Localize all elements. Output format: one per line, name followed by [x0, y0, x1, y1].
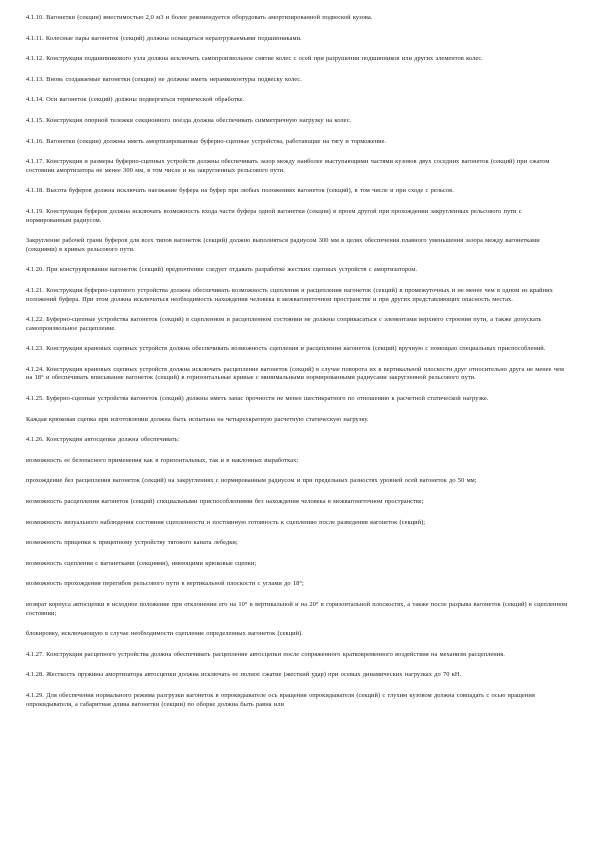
paragraph-4-1-26: 4.1.26. Конструкция автосцепки должна обеспечивать:	[26, 436, 180, 444]
paragraph-4-1-18: 4.1.18. Высота буферов должна исключать наезжание буфера на буфер при любых положениях вагонеток (секций), в том числе и при сходе с рельсов.	[26, 187, 454, 195]
paragraph-4-1-10: 4.1.10. Вагонетки (секции) вместимостью 2,0 м3 и более рекомендуется оборудовать амортизированной подвеской кузова.	[26, 14, 373, 21]
paragraph-4-1-25: 4.1.25. Буферно-сцепные устройства вагонеток (секций) должны иметь запас прочности не менее шестикратного по отношению к расчетной статической нагрузке.	[26, 395, 489, 403]
paragraph-4-1-11: 4.1.11. Колесные пары вагонеток (секций) должны оснащаться неразгружаемыми подшипниками.	[26, 34, 302, 42]
paragraph-4-1-22: 4.1.22. Буферно-сцепные устройства вагонеток (секций) в сцепленном и расцепленном состоянии не должны соприкасаться с элементами верхнего строения пути, а также допускать самопроизвольное расцепление.	[26, 316, 542, 332]
paragraph-buffer-rounding: Закругление рабочей грани буферов для всех типов вагонеток (секций) должно выполняться радиусом 300 мм в целях обеспечения плавного уменьшения зазора между вагонетками (секциями) в кривых рельсового пути.	[26, 237, 540, 253]
list-item-hook-coupling: возможность сцепления с вагонетками (секциями), имеющими крюковые сцепки;	[26, 559, 257, 567]
paragraph-4-1-21: 4.1.21. Конструкция буферно-сцепного устройства должна обеспечивать возможность сцепления и расцепления вагонеток (секций) в промежуточных и не менее чем в одном из крайних положений буфера. При этом должна исключаться необходимость нахождения человека в межвагонеточном пространстве и при других представляющих опасность местах.	[26, 286, 553, 303]
list-item-winch-coupling: возможность прицепки к прицепному устройству тягового каната лебедки;	[26, 539, 238, 547]
list-item-safe-use: возможность ее безопасного применения как в горизонтальных, так и в наклонных выработках;	[26, 456, 299, 464]
paragraph-4-1-16: 4.1.16. Вагонетки (секции) должны иметь амортизированные буферно-сцепные устройства, работающие на тягу и торможение.	[26, 137, 387, 145]
list-item-blocking: блокировку, исключающую в случае необходимости сцепление определенных вагонеток (секций).	[26, 630, 303, 638]
paragraph-4-1-24: 4.1.24. Конструкция крановых сцепных устройств должна исключать расцепление вагонеток (секций) в случае поворота их в вертикальной плоскости друг относительно друга не менее чем на 18° и обеспечивать вписывание вагонеток (секций) в горизонтальные кривые с минимальными нормированными радиусами закругленной рельсового пути.	[26, 365, 564, 382]
paragraph-4-1-28: 4.1.28. Жесткость пружины амортизатора автосцепки должна исключать ее полное сжатие (жесткий удар) при осевых динамических нагрузках до 70 кН.	[26, 671, 462, 679]
paragraph-4-1-23: 4.1.23. Конструкция крановых сцепных устройств должна обеспечивать возможность сцепления и расцепления вагонеток (секций) вручную с помощью специальных приспособлений.	[26, 345, 546, 353]
list-item-body-return: возврат корпуса автосцепки в исходное положение при отклонении его на 10° в вертикальной и на 20° в горизонтальной плоскостях, а также после разрыва вагонеток (секций) в сцепленном состоянии;	[26, 601, 568, 617]
list-item-vertical-bends: возможность прохождения перегибов рельсового пути в вертикальной плоскости с углами до 18°;	[26, 580, 304, 588]
paragraph-4-1-27: 4.1.27. Конструкция расцепного устройства должна обеспечивать расцепление автосцепки после сопряженного кратковременного воздействия на механизм расцепления.	[26, 650, 505, 658]
paragraph-hook-test: Каждая крюковая сцепка при изготовлении должна быть испытана на четырехкратную расчетную статическую нагрузку.	[26, 415, 369, 423]
paragraph-4-1-20: 4.1.20. При конструировании вагонеток (секций) предпочтение следует отдавать разработке жестких сцепных устройств с амортизатором.	[26, 266, 417, 274]
list-item-uncoupling-tools: возможность расцепления вагонеток (секций) специальными приспособлениями без нахождения человека в межвагонеточном пространстве;	[26, 498, 424, 506]
list-item-curve-passage: прохождение без расцепления вагонеток (секций) на закруглениях с нормированным радиусом и при предельных разностях уровней осей вагонеток до 50 мм;	[26, 477, 477, 485]
paragraph-4-1-17: 4.1.17. Конструкция и размеры буферно-сцепных устройств должны обеспечивать зазор между наиболее выступающими частями кузовов двух соседних вагонеток (секций) при сжатом состоянии амортизатора не менее 300 мм, в том числе и на закругленных рельсового пути.	[26, 158, 550, 174]
paragraph-4-1-12: 4.1.12. Конструкция подшипникового узла должна исключать самопроизвольное снятие колес с осей при разрушении подшипников или других элементов колес.	[26, 55, 483, 63]
list-item-visual-observation: возможность визуального наблюдения состояния сцепленности и постоянную готовность к сцеплению после разведения вагонеток (секций);	[26, 518, 426, 526]
paragraph-4-1-13: 4.1.13. Вновь создаваемые вагонетки (секции) не должны иметь нерамкоконтуры подвеску колес.	[26, 75, 302, 83]
paragraph-4-1-19: 4.1.19. Конструкция буферов должна исключать возможность входа части буфера одной вагонетки (секции) в проем другой при прохождении закругленных рельсового пути с нормированным радиусом.	[26, 207, 522, 224]
paragraph-4-1-14: 4.1.14. Оси вагонеток (секций) должны подвергаться термической обработке.	[26, 96, 245, 104]
paragraph-4-1-15: 4.1.15. Конструкция опорной тележки секционного поезда должна обеспечивать симметричную нагрузку на колес.	[26, 116, 352, 124]
paragraph-4-1-29: 4.1.29. Для обеспечения нормального режима разгрузки вагонеток в опрокидывателе ось вращения опрокидывателя (секций) с глухим кузовом должна совпадать с осью вращения опрокидывателя, а габаритная длина вагонетки (секции) по оборке должна быть равна или	[26, 691, 535, 708]
